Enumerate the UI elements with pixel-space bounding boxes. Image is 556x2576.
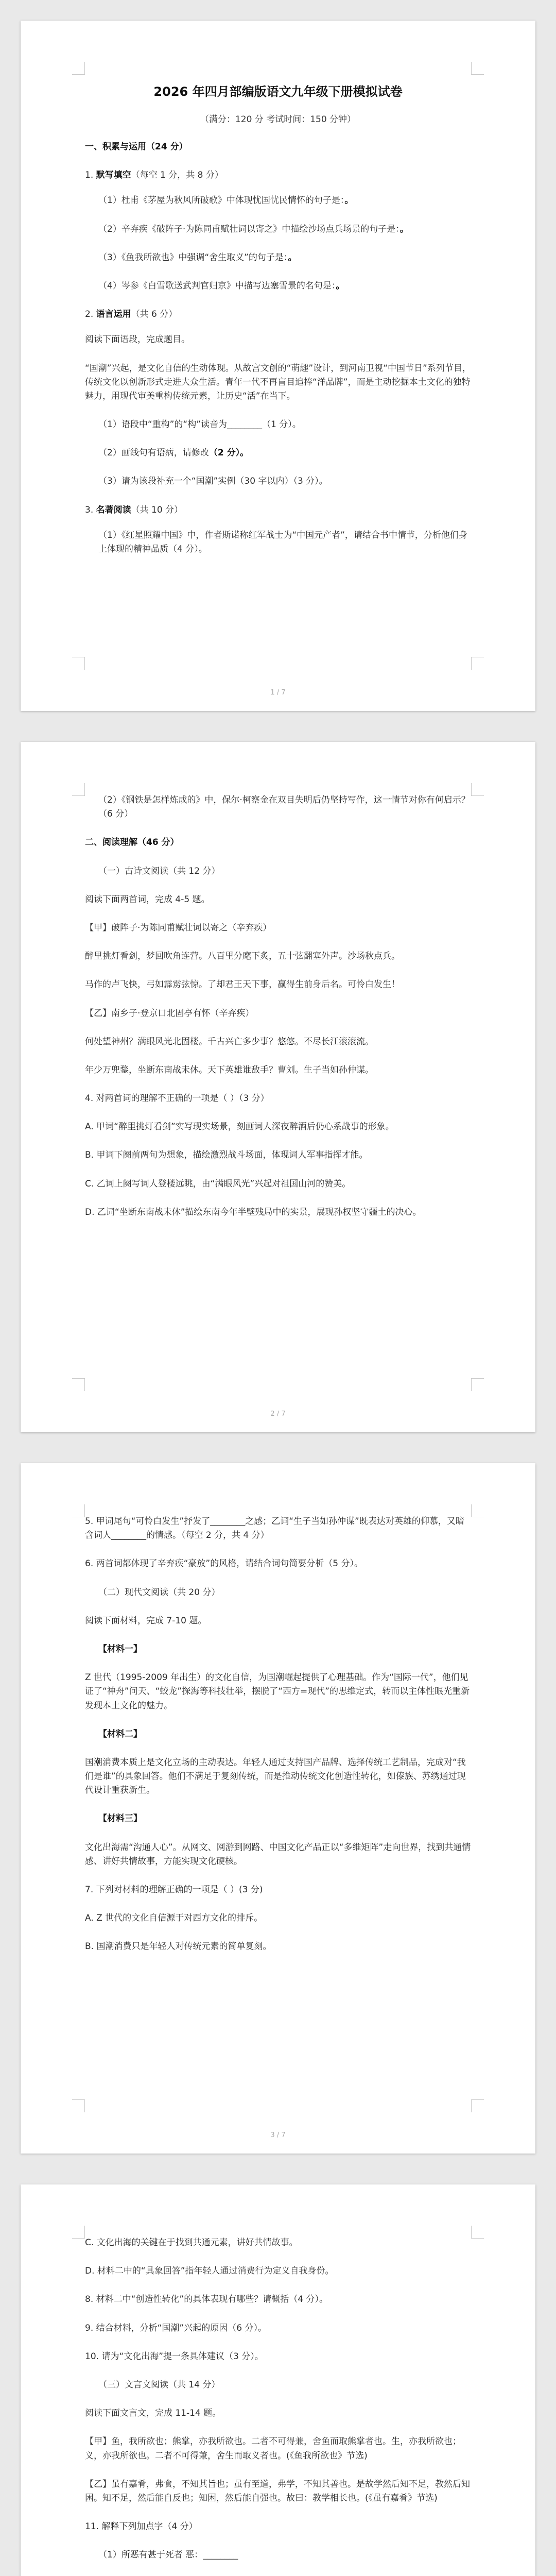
paragraph-text: 【材料三】 [98, 1814, 142, 1824]
question-number: 3. [85, 504, 94, 515]
exam-info: （满分：120 分 考试时间：150 分钟） [200, 114, 356, 125]
paragraph-text: 阅读下面两首词，完成 4-5 题。 [85, 894, 210, 905]
paragraph-text: A. Z 世代的文化自信源于对西方文化的排斥。 [85, 1913, 263, 1924]
page-3 [21, 1463, 535, 2154]
paragraph-text: 马作的卢飞快，弓如霹雳弦惊。了却君王天下事，赢得生前身后名。可怜白发生！ [85, 979, 400, 990]
page-number: 3 / 7 [270, 2131, 286, 2139]
paragraph [85, 1063, 471, 1077]
paragraph-text: 【材料二】 [98, 1728, 142, 1739]
question-points: （共 10 分） [131, 504, 183, 515]
paragraph [85, 1007, 471, 1021]
page-content [85, 72, 471, 571]
material-label [85, 1642, 471, 1656]
paragraph [85, 1940, 471, 1954]
paragraph-text: （三）文言文阅读（共 14 分） [98, 2379, 220, 2390]
paragraph-text: 6. 两首词都体现了辛弃疾“豪放”的风格，请结合词句简要分析（5 分）。 [85, 1558, 363, 1569]
paragraph [85, 865, 471, 878]
paragraph-text: D. 材料二中的“具象回答”指年轻人通过消费行为定义自我身份。 [85, 2266, 334, 2277]
paragraph [85, 2406, 471, 2420]
question-number: 1. [85, 170, 94, 181]
paragraph-text: （1）《红星照耀中国》中，作者斯诺称红军战士为“中国元产者”，请结合书中情节，分析他们身上体现的精神品质（4 分）。 [98, 530, 467, 554]
question-heading [85, 168, 471, 182]
paragraph [85, 1120, 471, 1134]
paragraph-text: 4. 对两首词的理解不正确的一项是（ ）（3 分） [85, 1093, 269, 1104]
page-corner-mark [471, 783, 484, 796]
material-label [85, 1812, 471, 1826]
paragraph [85, 1206, 471, 1219]
material-label [85, 1727, 471, 1741]
page-content [85, 793, 471, 1234]
paragraph [85, 1756, 471, 1798]
paragraph-text: 阅读下面语段，完成题目。 [85, 334, 190, 345]
paragraph-text: 阅读下面材料，完成 7-10 题。 [85, 1615, 207, 1626]
paragraph [85, 1586, 471, 1600]
paragraph-text: （2）辛弃疾《破阵子·为陈同甫赋壮词以寄之》中描绘沙场点兵场景的句子是： [98, 224, 400, 234]
paragraph-text: 阅读下面文言文，完成 11-14 题。 [85, 2408, 221, 2419]
paragraph-text: （二）现代文阅读（共 20 分） [98, 1587, 220, 1598]
paragraph [85, 2520, 471, 2534]
question-heading [85, 503, 471, 517]
section-heading: 二、阅读理解（46 分） [85, 837, 179, 848]
paragraph [85, 1911, 471, 1925]
paragraph [85, 362, 471, 404]
paragraph-text: 何处望神州？满眼风光北固楼。千古兴亡多少事？悠悠。不尽长江滚滚流。 [85, 1036, 374, 1047]
page-corner-mark [471, 2099, 484, 2112]
page-corner-mark [72, 2099, 85, 2112]
page-corner-mark [72, 2226, 85, 2239]
paragraph-text: B. 国潮消费只是年轻人对传统元素的简单复刻。 [85, 1941, 272, 1952]
paragraph-text: 文化出海需“沟通人心”。从网文、网游到网路、中国文化产品正以“多维矩阵”走向世界，找到共通情感、讲好共情故事，方能实现文化硬核。 [85, 1842, 471, 1867]
paragraph-text: 10. 请为“文化出海”提一条具体建议（3 分）。 [85, 2351, 264, 2362]
paragraph [85, 223, 471, 236]
paragraph [85, 921, 471, 935]
paragraph-text: 5. 甲词尾句“可怜白发生”抒发了________之感；乙词“生子当如孙仲谋”既表达对英雄的仰慕，又暗含词人________的情感。（每空 2 分，共 4 分） [85, 1516, 464, 1541]
paragraph-text: （1）杜甫《茅屋为秋风所破歌》中体现忧国忧民情怀的句子是： [98, 195, 345, 206]
paragraph [85, 1883, 471, 1897]
paragraph-text: （2）画线句有语病，请修改 [98, 448, 209, 459]
paragraph [85, 2548, 471, 2562]
paragraph [85, 1614, 471, 1628]
paragraph-text: （2）《钢铁是怎样炼成的》中，保尔·柯察金在双目失明后仍坚持写作，这一情节对你有何启示？（6 分） [98, 795, 470, 820]
page-4 [21, 2184, 535, 2576]
paragraph-text: D. 乙词“坐断东南战未休”描绘东南今年半壁残局中的实景，展现孙权坚守疆土的决心。 [85, 1207, 422, 1217]
paragraph-text: “国潮”兴起，是文化自信的生动体现。从故宫文创的“萌趣”设计，到河南卫视“中国节日”系列节目，传统文化以创新形式走进大众生活。青年一代不再盲目追捧“洋品牌”，而是主动挖掘本土文化的独特魅力，用现代审美重构传统元素，让历史“活”在当下。 [85, 363, 471, 401]
page-1 [21, 21, 535, 711]
paragraph-text: C. 乙词上阕写词人登楼远眺，由“满眼风光”兴起对祖国山河的赞美。 [85, 1178, 351, 1189]
paragraph [85, 446, 471, 460]
paragraph-text: （3）请为该段补充一个“国潮”实例（30 字以内）（3 分）。 [98, 476, 328, 487]
paragraph [85, 1035, 471, 1049]
page-corner-mark [471, 2226, 484, 2239]
page-2 [21, 742, 535, 1432]
paragraph [85, 2236, 471, 2250]
paragraph [85, 1092, 471, 1106]
paragraph [85, 2321, 471, 2335]
paragraph-text: 【乙】虽有嘉肴，弗食，不知其旨也；虽有至道，弗学，不知其善也。是故学然后知不足，教然后知困。知不足，然后能自反也；知困，然后能自强也。故曰：教学相长也。(《虽有嘉肴》节选) [85, 2479, 470, 2503]
question-label: 默写填空 [96, 170, 131, 181]
paragraph [85, 251, 471, 265]
page-corner-mark [72, 1504, 85, 1517]
page-number: 1 / 7 [270, 689, 286, 697]
paragraph [85, 418, 471, 432]
paragraph-text: （1）语段中“重构”的“构”读音为________（1 分）。 [98, 419, 301, 430]
page-content [85, 2236, 471, 2576]
paragraph [85, 978, 471, 992]
paragraph [85, 950, 471, 963]
paragraph [85, 1177, 471, 1191]
paragraph [85, 1515, 471, 1543]
paragraph [85, 2478, 471, 2505]
paragraph [85, 1841, 471, 1869]
page-corner-mark [471, 1378, 484, 1391]
paragraph [85, 1148, 471, 1162]
paragraph [85, 529, 471, 556]
paragraph-tail: 。 [399, 224, 409, 234]
paragraph-text: 年少万兜鍪，坐断东南战未休。天下英雄谁敌手？曹刘。生子当如孙仲谋。 [85, 1064, 374, 1075]
paragraph-text: Z 世代（1995-2009 年出生）的文化自信，为国潮崛起提供了心理基础。作为“国际一代”，他们见证了“神舟”问天、“蛟龙”探海等科技壮举，摆脱了“西方=现代”的思维定式，转而以主体性眼光重新发现本土文化的魅力。 [85, 1672, 470, 1711]
page-number: 2 / 7 [270, 1410, 286, 1418]
paragraph-text: 8. 材料二中“创造性转化”的具体表现有哪些？请概括（4 分）。 [85, 2294, 328, 2305]
question-number: 2. [85, 309, 94, 320]
paragraph [85, 1557, 471, 1571]
page-corner-mark [471, 657, 484, 670]
paragraph-text: （一）古诗文阅读（共 12 分） [98, 866, 220, 876]
paragraph [85, 893, 471, 907]
page-content [85, 1515, 471, 1969]
paragraph-text: 【材料一】 [98, 1643, 142, 1654]
paragraph-text: 9. 结合材料，分析“国潮”兴起的原因（6 分）。 [85, 2323, 267, 2333]
paragraph [85, 2350, 471, 2364]
question-label: 语言运用 [96, 309, 131, 320]
paragraph [85, 194, 471, 208]
exam-title: 2026 年四月部编版语文九年级下册模拟试卷 [153, 84, 403, 99]
paragraph [85, 2378, 471, 2392]
paragraph-text: 【乙】南乡子·登京口北固亭有怀（辛弃疾） [85, 1008, 254, 1019]
paragraph-text: 7. 下列对材料的理解正确的一项是（ ）(3 分) [85, 1885, 263, 1895]
question-label: 名著阅读 [96, 504, 131, 515]
paragraph [85, 793, 471, 821]
page-corner-mark [72, 1378, 85, 1391]
page-corner-mark [72, 657, 85, 670]
paragraph-text: （4）岑参《白雪歌送武判官归京》中描写边塞雪景的名句是： [98, 280, 336, 291]
question-points: （共 6 分） [131, 309, 178, 320]
paragraph-text: （3）《鱼我所欲也》中强调“舍生取义”的句子是： [98, 252, 288, 263]
page-corner-mark [72, 62, 85, 75]
paragraph [85, 2293, 471, 2307]
paragraph-tail: 。 [288, 252, 297, 263]
section-heading: 一、积累与运用（24 分） [85, 142, 188, 152]
paragraph-text: 【甲】破阵子·为陈同甫赋壮词以寄之（辛弃疾） [85, 922, 272, 933]
paragraph-tail: （2 分）。 [208, 448, 249, 459]
paragraph-text: 11. 解释下列加点字（4 分） [85, 2521, 198, 2532]
paragraph-text: 【甲】鱼，我所欲也；熊掌，亦我所欲也。二者不可得兼，舍鱼而取熊掌者也。生，亦我所欲也；义，亦我所欲也。二者不可得兼，舍生而取义者也。(《鱼我所欲也》节选) [85, 2436, 461, 2461]
paragraph-tail: 。 [336, 280, 345, 291]
question-heading [85, 308, 471, 321]
paragraph-text: B. 甲词下阕前两句为想象，描绘激烈战斗场面，体现词人军事指挥才能。 [85, 1150, 368, 1161]
question-points: （每空 1 分，共 8 分） [131, 170, 223, 181]
paragraph [85, 279, 471, 293]
paragraph [85, 333, 471, 347]
page-corner-mark [471, 62, 484, 75]
paragraph-text: 醉里挑灯看剑，梦回吹角连营。八百里分麾下炙，五十弦翻塞外声。沙场秋点兵。 [85, 951, 400, 962]
paragraph-text: A. 甲词“醉里挑灯看剑”实写现实场景，刻画词人深夜醉酒后仍心系战事的形象。 [85, 1122, 394, 1132]
paragraph-text: 国潮消费本质上是文化立场的主动表达。年轻人通过支持国产品牌、选择传统工艺制品，完成对“我们是谁”的具象回答。他们不满足于复刻传统，而是推动传统文化创造性转化，如傣族、苏绣通过现代设计重获新生。 [85, 1757, 466, 1796]
paragraph-text: C. 文化出海的关键在于找到共通元素，讲好共情故事。 [85, 2238, 298, 2248]
paragraph [85, 2264, 471, 2278]
paragraph [85, 2435, 471, 2463]
paragraph [85, 474, 471, 488]
paragraph-tail: 。 [344, 195, 354, 206]
page-corner-mark [72, 783, 85, 796]
paragraph [85, 1671, 471, 1713]
paragraph-text: （1）所恶有甚于死者 恶：________ [98, 2550, 238, 2561]
page-corner-mark [471, 1504, 484, 1517]
